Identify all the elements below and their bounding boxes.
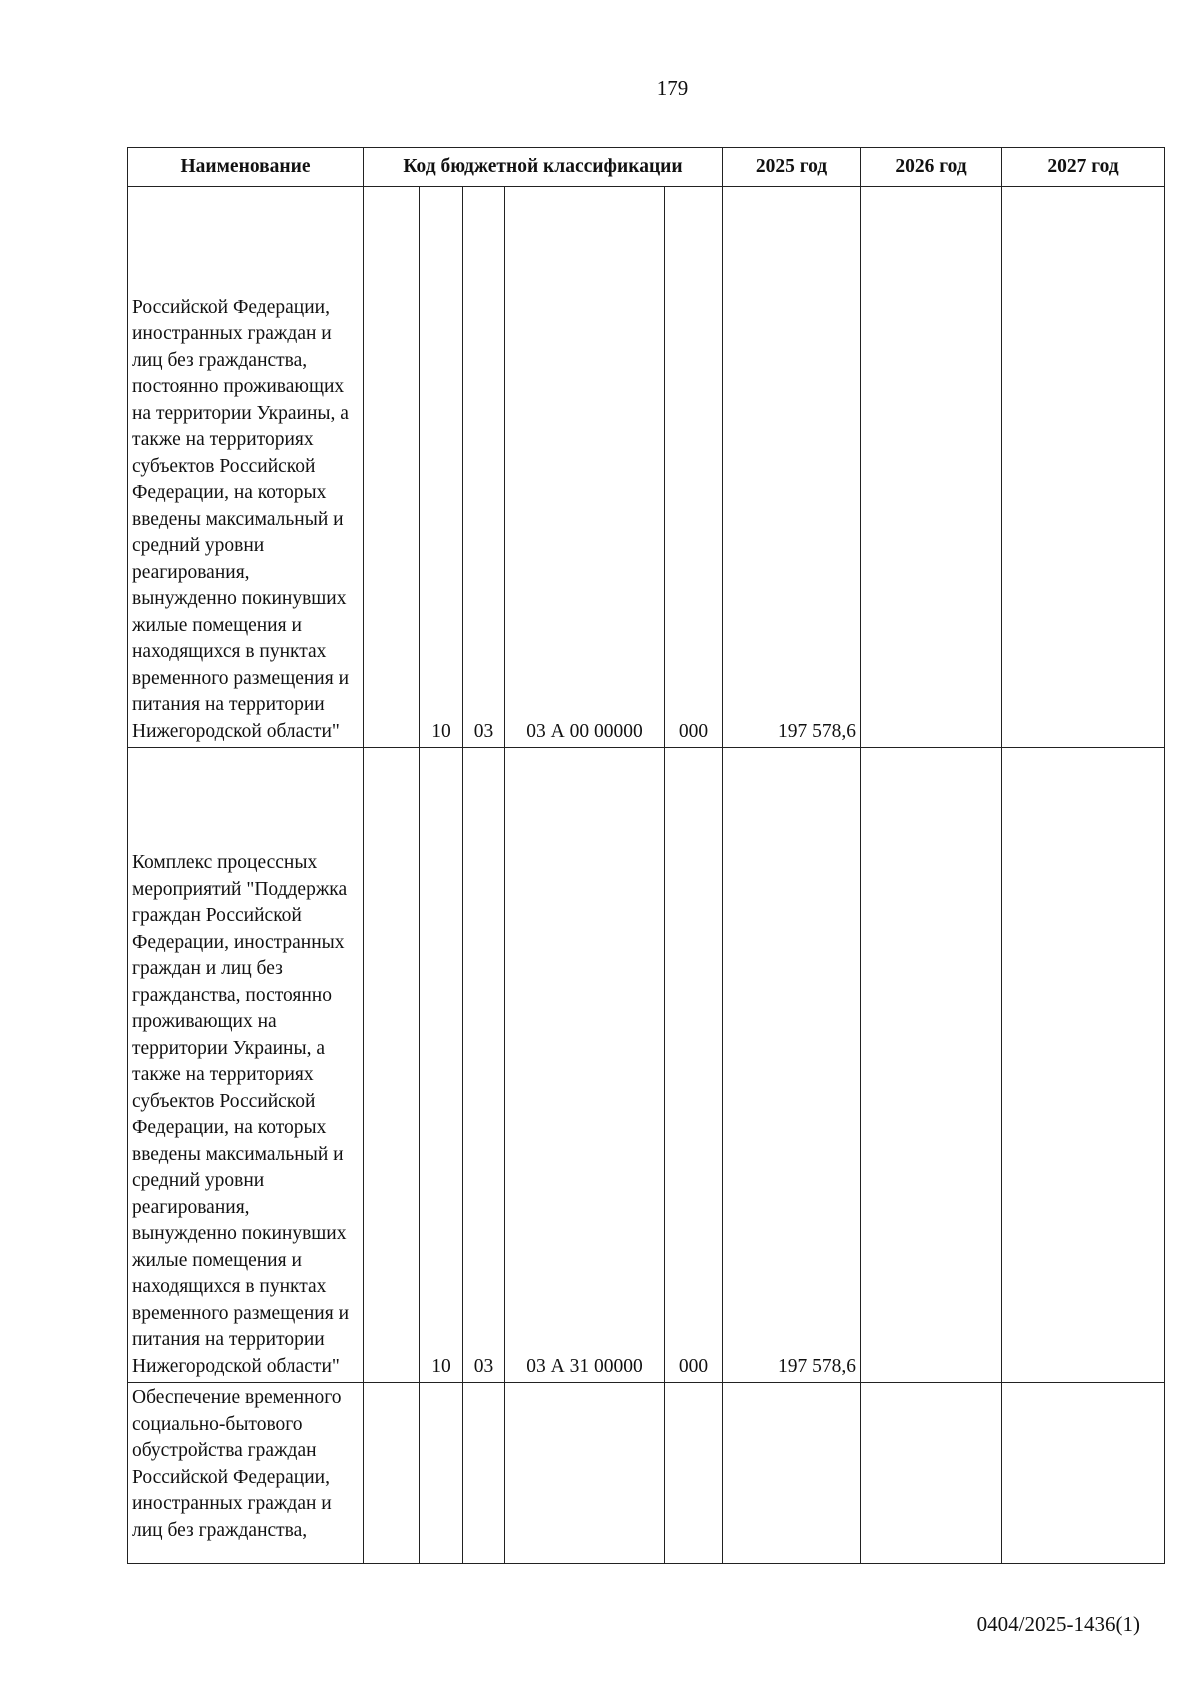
row-name: Комплекс процессных мероприятий "Поддержка граждан Российской Федерации, иностранных граждан и лиц без гражданства, постоянно проживающих на территории Украины, а также на территориях субъектов Российской Федерации, на которых введены максимальный и средний уровни реагирования, вынужденно покинувших жилые помещения и находящихся в пунктах временного размещения и питания на территории Нижегородской области" bbox=[128, 748, 364, 1383]
row-name: Российской Федерации, иностранных граждан и лиц без гражданства, постоянно проживающих на территории Украины, а также на территориях субъектов Российской Федерации, на которых введены максимальный и средний уровни реагирования, вынужденно покинувших жилые помещения и находящихся в пунктах временного размещения и питания на территории Нижегородской области" bbox=[128, 187, 364, 748]
row-vr: 000 bbox=[665, 748, 723, 1383]
header-2025: 2025 год bbox=[723, 148, 861, 187]
row-2027 bbox=[1002, 187, 1165, 748]
header-2026: 2026 год bbox=[861, 148, 1002, 187]
row-ved bbox=[364, 187, 420, 748]
row-rz: 10 bbox=[420, 187, 463, 748]
row-2027 bbox=[1002, 748, 1165, 1383]
row-rz: 10 bbox=[420, 748, 463, 1383]
row-pr bbox=[463, 1383, 505, 1564]
row-csr: 03 А 31 00000 bbox=[505, 748, 665, 1383]
row-2026 bbox=[861, 1383, 1002, 1564]
row-2026 bbox=[861, 748, 1002, 1383]
header-2027: 2027 год bbox=[1002, 148, 1165, 187]
row-2026 bbox=[861, 187, 1002, 748]
header-code: Код бюджетной классификации bbox=[364, 148, 723, 187]
table-header-row bbox=[128, 148, 1165, 187]
row-name: Обеспечение временного социально-бытового обустройства граждан Российской Федерации, иностранных граждан и лиц без гражданства, bbox=[128, 1383, 364, 1564]
row-2025 bbox=[723, 1383, 861, 1564]
row-2025: 197 578,6 bbox=[723, 187, 861, 748]
row-pr: 03 bbox=[463, 748, 505, 1383]
row-ved bbox=[364, 1383, 420, 1564]
row-vr: 000 bbox=[665, 187, 723, 748]
table-row bbox=[128, 748, 1165, 1383]
header-name: Наименование bbox=[128, 148, 364, 187]
table-row bbox=[128, 187, 1165, 748]
document-code: 0404/2025-1436(1) bbox=[976, 1612, 1140, 1636]
page-number: 179 bbox=[656, 76, 689, 100]
row-csr: 03 А 00 00000 bbox=[505, 187, 665, 748]
row-ved bbox=[364, 748, 420, 1383]
row-2027 bbox=[1002, 1383, 1165, 1564]
row-vr bbox=[665, 1383, 723, 1564]
row-csr bbox=[505, 1383, 665, 1564]
row-pr: 03 bbox=[463, 187, 505, 748]
table-row bbox=[128, 1383, 1165, 1564]
budget-table bbox=[127, 147, 1165, 1564]
row-2025: 197 578,6 bbox=[723, 748, 861, 1383]
row-rz bbox=[420, 1383, 463, 1564]
